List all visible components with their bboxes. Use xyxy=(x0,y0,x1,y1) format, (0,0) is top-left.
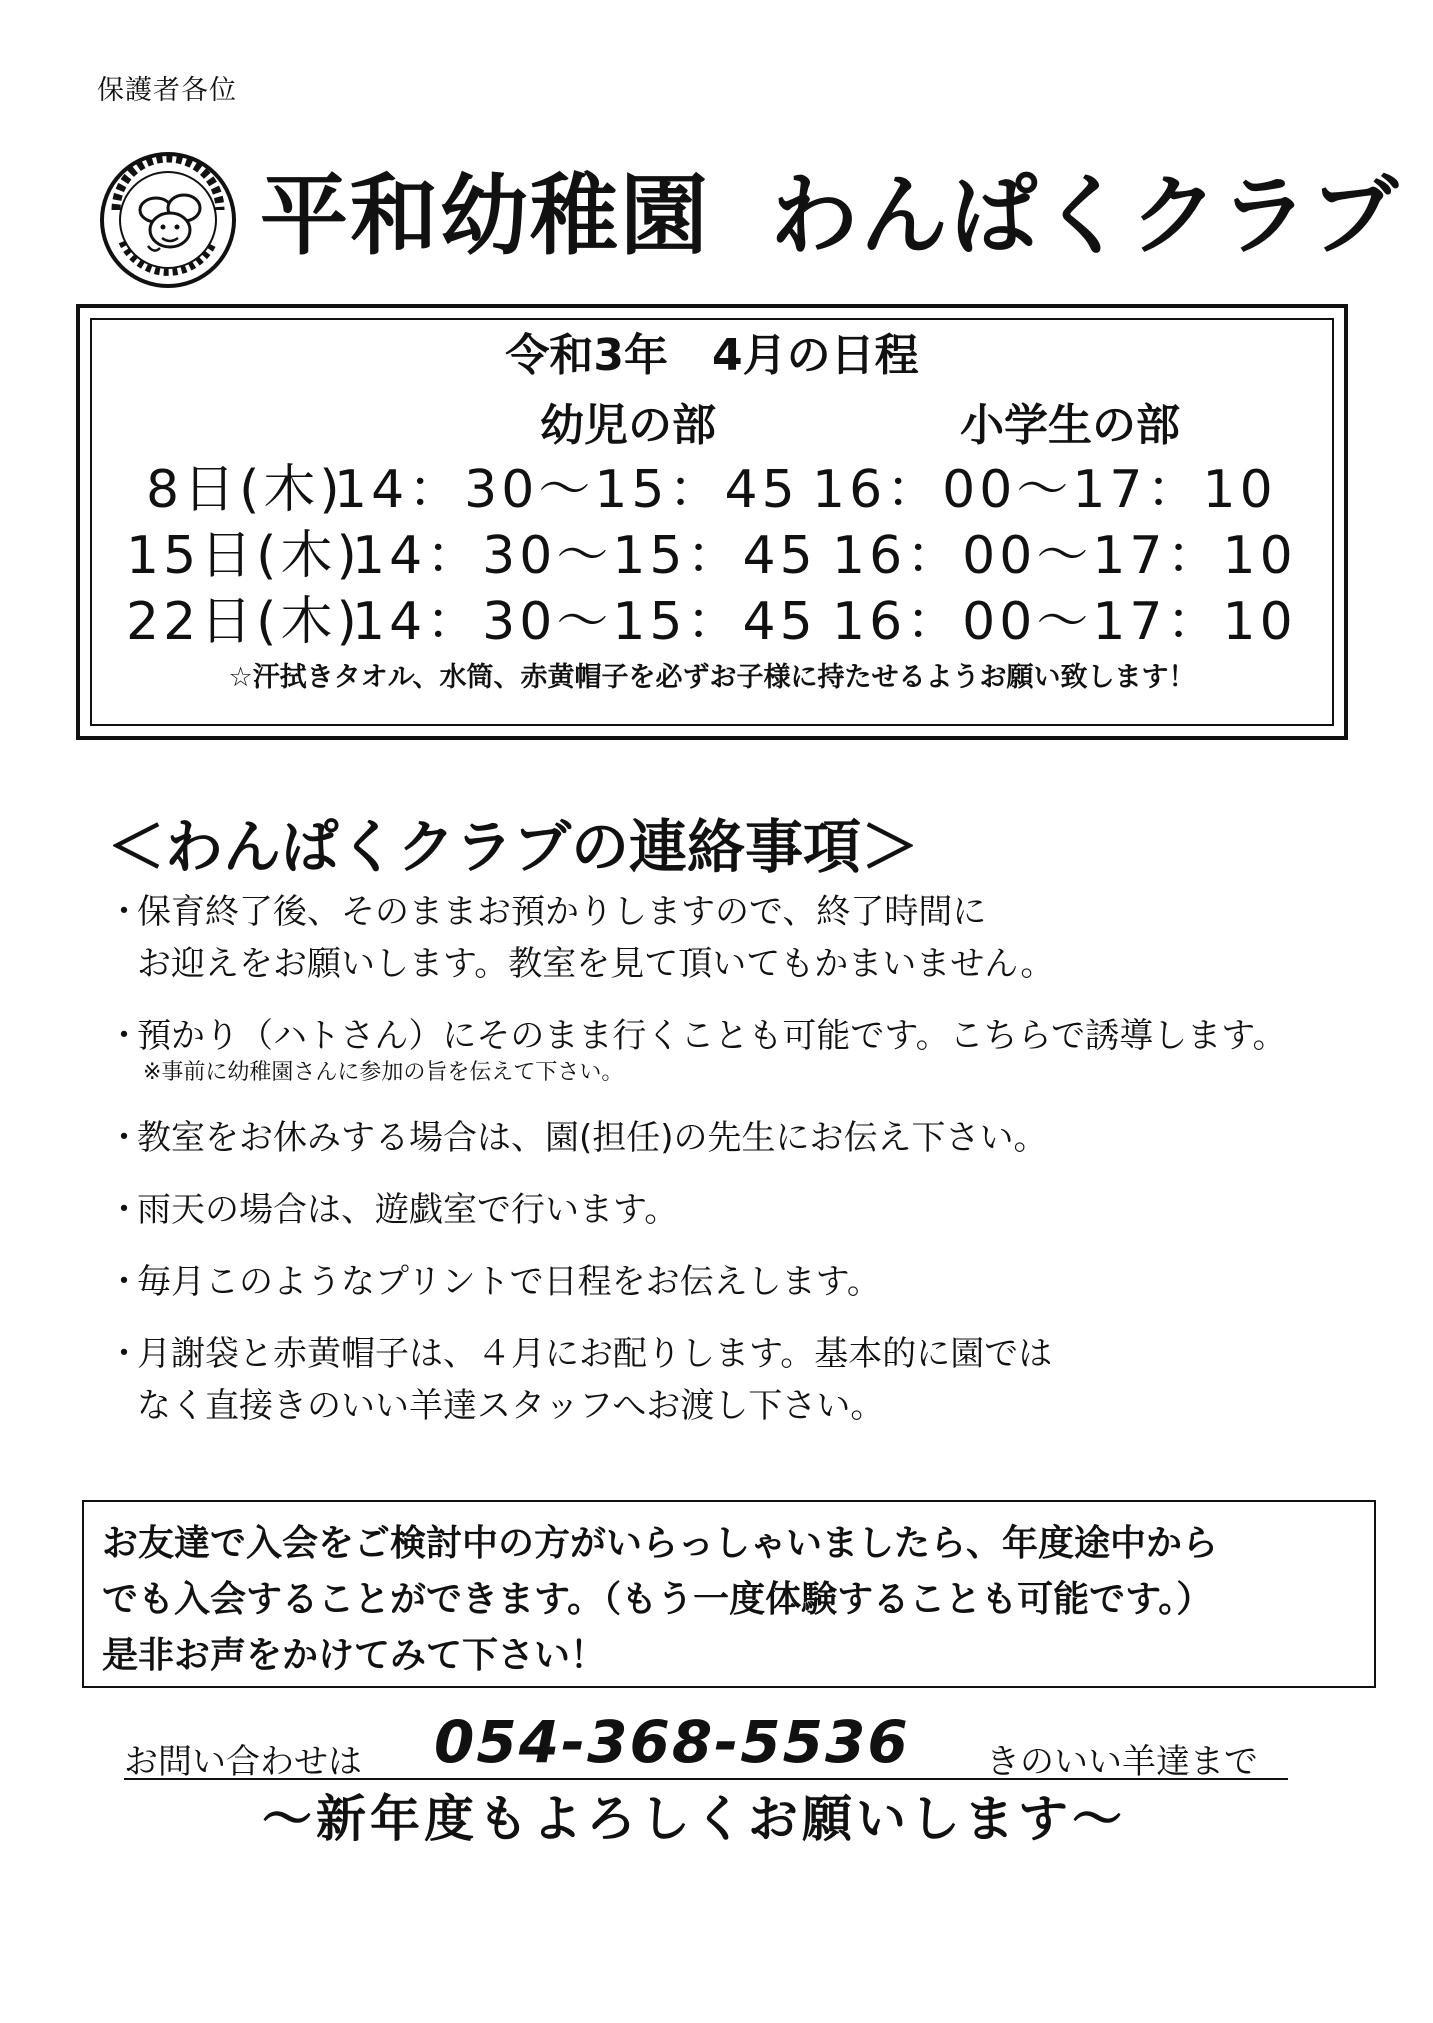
schedule-time-elementary: 16：00〜17：10 xyxy=(832,592,1297,652)
invitation-line: でも入会することができます。（もう一度体験することも可能です。） xyxy=(102,1579,1213,1620)
addressee: 保護者各位 xyxy=(97,75,237,106)
schedule-time-elementary: 16：00〜17：10 xyxy=(832,526,1297,586)
schedule-note: ☆汗拭きタオル、水筒、赤黄帽子を必ずお子様に持たせるようお願い致します！ xyxy=(228,662,1196,693)
bullet: ・ xyxy=(107,1016,141,1056)
invitation-line: お友達で入会をご検討中の方がいらっしゃいましたら、年度途中から xyxy=(102,1523,1219,1564)
schedule-time-elementary: 16：00〜17：10 xyxy=(812,460,1277,520)
notices-title: ＜わんぱくクラブの連絡事項＞ xyxy=(107,813,920,881)
bullet: ・ xyxy=(107,1190,141,1230)
contact-organization: きのいい羊達まで xyxy=(986,1742,1258,1782)
note-sub: ※事前に幼稚園さんに参加の旨を伝えて下さい。 xyxy=(143,1060,624,1085)
contact-line xyxy=(124,1708,1288,1780)
bullet: ・ xyxy=(107,1262,141,1302)
schedule-time-kids: 14：30〜15：45 xyxy=(334,460,799,520)
schedule-date: 15日(木) xyxy=(126,526,361,586)
list-item: ・ 預かり（ハトさん）にそのまま行くことも可能です。こちらで誘導します。 ※事前に幼稚園さんに参加の旨を伝えて下さい。 xyxy=(107,1010,1347,1088)
invitation-line: 是非お声をかけてみて下さい！ xyxy=(102,1635,607,1676)
column-header-elementary: 小学生の部 xyxy=(960,400,1180,451)
schedule-date: 8日(木) xyxy=(146,460,344,520)
page-title xyxy=(260,164,1401,267)
sheep-mascot-logo-icon xyxy=(98,150,238,290)
schedule-heading: 令和3年 4月の日程 xyxy=(505,330,919,381)
notices-list xyxy=(107,886,1347,1452)
invitation-box xyxy=(82,1500,1376,1688)
list-item: ・ 雨天の場合は、遊戯室で行います。 xyxy=(107,1184,1347,1236)
list-item: ・ 保育終了後、そのままお預かりしますので、終了時間に お迎えをお願いします。教室を見て頂いてもかまいません。 xyxy=(107,886,1347,990)
schedule-box xyxy=(76,304,1348,740)
schedule-time-kids: 14：30〜15：45 xyxy=(352,526,817,586)
bullet: ・ xyxy=(107,892,141,932)
list-item: ・ 毎月このようなプリントで日程をお伝えします。 xyxy=(107,1256,1347,1308)
column-header-kids: 幼児の部 xyxy=(540,400,716,451)
schedule-date: 22日(木) xyxy=(126,592,361,652)
bullet: ・ xyxy=(107,1118,141,1158)
closing-message: 〜新年度もよろしくお願いします〜 xyxy=(262,1790,1126,1848)
list-item: ・ 月謝袋と赤黄帽子は、４月にお配りします。基本的に園では なく直接きのいい羊達スタッフへお渡し下さい。 xyxy=(107,1328,1347,1432)
list-item: ・ 教室をお休みする場合は、園(担任)の先生にお伝え下さい。 xyxy=(107,1112,1347,1164)
contact-phone: 054-368-5536 xyxy=(434,1708,910,1776)
bullet: ・ xyxy=(107,1334,141,1374)
club-name: わんぱくクラブ xyxy=(770,164,1401,267)
contact-lead: お問い合わせは xyxy=(124,1742,362,1782)
schedule-time-kids: 14：30〜15：45 xyxy=(352,592,817,652)
kindergarten-name: 平和幼稚園 xyxy=(260,164,711,267)
